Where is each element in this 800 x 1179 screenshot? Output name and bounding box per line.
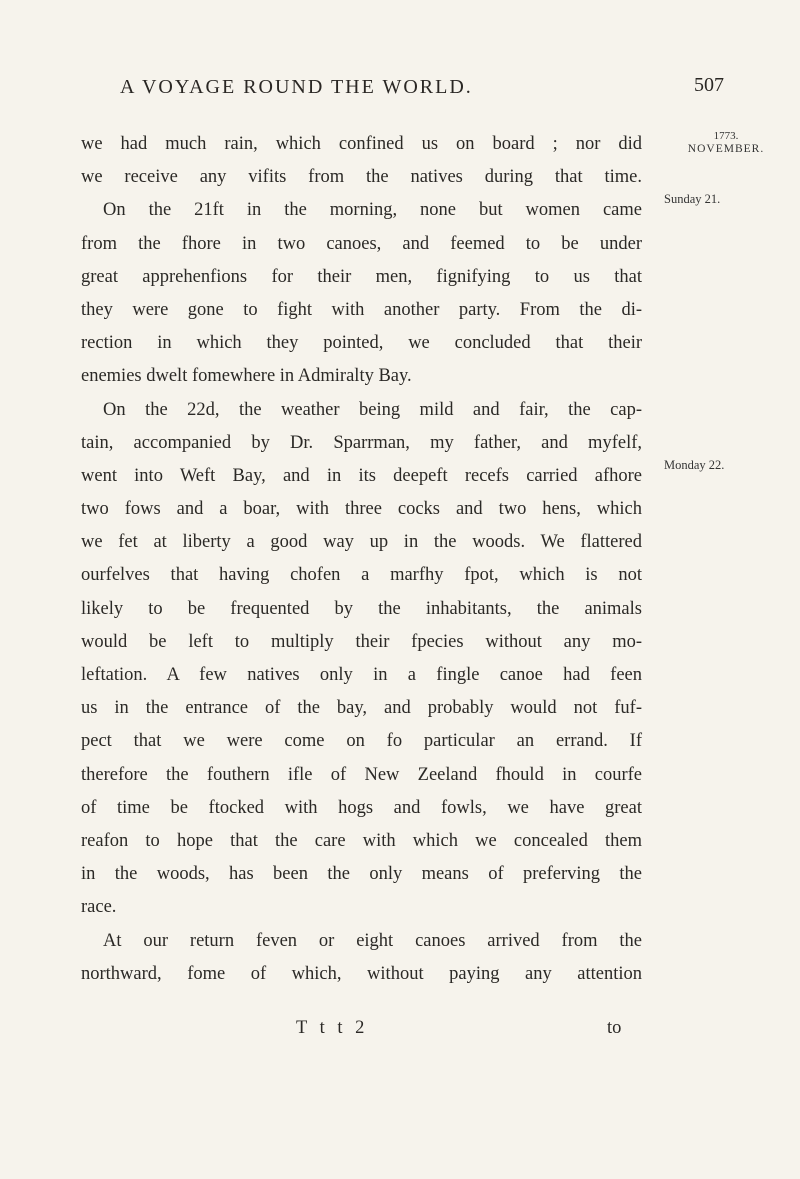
text-line: tain, accompanied by Dr. Sparrman, my father, and myfelf, [81,432,642,453]
text-line: pect that we were come on fo particular an errand. If [81,731,642,752]
text-line: northward, fome of which, without paying any attention [81,963,642,984]
margin-note-sunday: Sunday 21. [664,192,721,206]
text-line: therefore the fouthern ifle of New Zeeland fhould in courfe [81,764,642,785]
margin-date [666,130,786,156]
text-line: reafon to hope that the care with which we concealed them [81,830,642,851]
text-line: from the fhore in two canoes, and feemed to be under [81,233,642,254]
text-line: race. [81,897,117,918]
text-line: On the 21ft in the morning, none but women came [103,200,642,221]
text-line: enemies dwelt fomewhere in Admiralty Bay. [81,366,412,387]
text-line: At our return feven or eight canoes arrived from the [103,930,642,951]
text-line: in the woods, has been the only means of preferving the [81,864,642,885]
margin-year: 1773. [713,130,739,142]
margin-note-monday: Monday 22. [664,458,725,472]
text-line: would be left to multiply their fpecies without any mo- [81,631,642,652]
catchword: to [607,1018,622,1038]
text-line: two fows and a boar, with three cocks and two hens, which [81,499,642,520]
running-title: A VOYAGE ROUND THE WORLD. [120,76,473,98]
text-line: rection in which they pointed, we concluded that their [81,333,642,354]
text-line: On the 22d, the weather being mild and fair, the cap- [103,399,642,420]
text-line: went into Weft Bay, and in its deepeft recefs carried afhore [81,465,642,486]
margin-month: NOVEMBER. [687,143,765,155]
text-line: of time be ftocked with hogs and fowls, we have great [81,797,642,818]
text-line: us in the entrance of the bay, and probably would not fuf- [81,698,642,719]
text-line: we had much rain, which confined us on board ; nor did [81,134,642,154]
text-line: great apprehenfions for their men, fignifying to us that [81,266,642,287]
text-line: we receive any vifits from the natives during that time. [81,167,642,188]
text-line: we fet at liberty a good way up in the woods. We flattered [81,532,642,553]
text-line: likely to be frequented by the inhabitants, the animals [81,598,642,619]
page-number: 507 [694,74,724,96]
signature-mark: T t t 2 [296,1018,369,1038]
text-line: they were gone to fight with another party. From the di- [81,299,642,320]
text-line: leftation. A few natives only in a fingle canoe had feen [81,665,642,685]
text-line: ourfelves that having chofen a marfhy fpot, which is not [81,565,642,586]
body-text [81,128,642,991]
